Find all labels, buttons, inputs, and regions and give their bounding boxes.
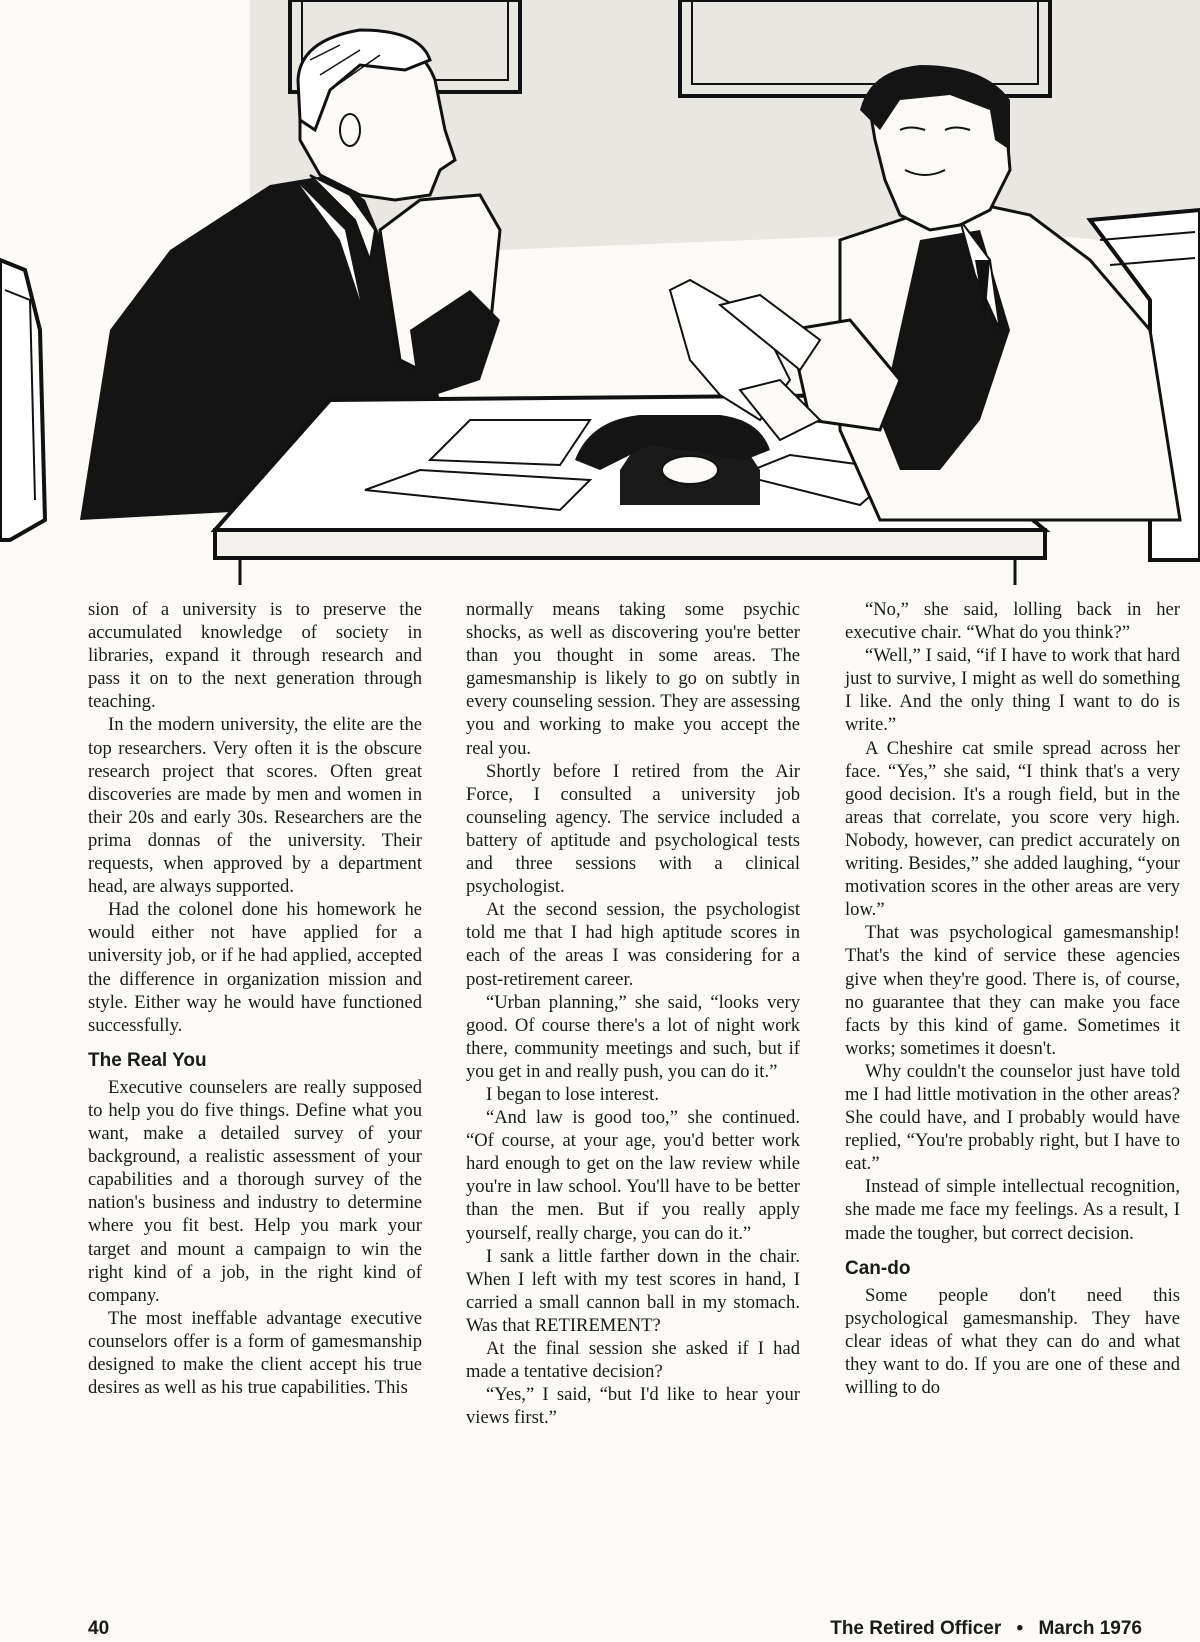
paragraph: I began to lose interest. <box>486 1083 659 1105</box>
publication-name: The Retired Officer <box>830 1618 1002 1639</box>
publication-info <box>830 1618 1142 1640</box>
section-heading: The Real You <box>88 1049 207 1071</box>
column-3 <box>845 598 1180 1399</box>
column-1 <box>88 598 422 1399</box>
paragraph: At the final session she asked if I had made a tentative decision? <box>466 1338 800 1383</box>
paragraph: “No,” she said, lolling back in her executive chair. “What do you think?” <box>845 599 1180 644</box>
paragraph: “Well,” I said, “if I have to work that hard just to survive, I might as well do something I like. And the only thing I want to do is write.” <box>845 645 1180 736</box>
issue-date: March 1976 <box>1038 1618 1142 1639</box>
paragraph: Shortly before I retired from the Air Force, I consulted a university job counseling agency. The service included a battery of aptitude and psychological tests and three sessions with a clinical psychologist. <box>466 760 800 898</box>
paragraph: In the modern university, the elite are the top researchers. Very often it is the obscure research project that scores. Often great discoveries are made by men and women in their 20s and early 30s. Researchers are the prima donnas of the university. Their requests, when approved by a department head, are always supported. <box>88 714 422 898</box>
counseling-illustration <box>0 0 1200 600</box>
column-2 <box>466 598 800 1429</box>
paragraph: Why couldn't the counselor just have told me I had little motivation in the other areas? She could have, and I probably would have replied, “You're probably right, but I have to eat.” <box>845 1060 1180 1175</box>
paragraph: “Yes,” I said, “but I'd like to hear your views first.” <box>466 1384 800 1429</box>
paragraph: That was psychological gamesmanship! That's the kind of service these agencies give when they're good. There is, of course, no guarantee that they can make you face facts by this kind of game. Sometimes it works; sometimes it doesn't. <box>845 922 1180 1059</box>
paragraph: Had the colonel done his homework he would either not have applied for a university job, or if he had applied, accepted the difference in organization mission and style. Either way he would have functioned successfully. <box>88 899 422 1036</box>
paragraph: Some people don't need this psychological gamesmanship. They have clear ideas of what they can do and what they want to do. If you are one of these and willing to do <box>845 1284 1180 1399</box>
paragraph: The most ineffable advantage executive counselors offer is a form of gamesmanship designed to make the client accept his true desires as well as his true capabilities. This <box>88 1307 422 1399</box>
paragraph: I sank a little farther down in the chair. When I left with my test scores in hand, I carried a small cannon ball in my stomach. Was that RETIREMENT? <box>466 1245 800 1336</box>
paragraph: normally means taking some psychic shocks, as well as discovering you're better than you thought in some areas. The gamesmanship is likely to go on subtly in every counseling session. They are assessing you and working to make you accept the real you. <box>466 599 800 759</box>
paragraph: “And law is good too,” she continued. “Of course, at your age, you'd better work hard enough to get on the law review while you're in law school. You'll have to be better than the men. But if you really apply yourself, really charge, you can do it.” <box>466 1107 800 1244</box>
page-footer <box>0 1618 1200 1642</box>
section-heading: Can-do <box>845 1257 911 1279</box>
page-number: 40 <box>88 1618 110 1639</box>
paragraph: Executive counselers are really supposed to help you do five things. Define what you want, make a detailed survey of your background, a realistic assessment of your capabilities and a thorough survey of the nation's business and industry to determine where you fit best. Help you mark your target and mount a campaign to win the right kind of a job, in the right kind of company. <box>88 1076 422 1306</box>
paragraph: sion of a university is to preserve the accumulated knowledge of society in libraries, expand it through research and pass it on to the next generation through teaching. <box>88 599 422 713</box>
paragraph: A Cheshire cat smile spread across her face. “Yes,” she said, “I think that's a very good decision. It's a rough field, but in the areas that correlate, you score very high. Nobody, however, can predict accurately on writing. Besides,” she added laughing, “your motivation scores in the other areas are very low.” <box>845 737 1180 921</box>
separator-dot: • <box>1016 1618 1024 1639</box>
paragraph: Instead of simple intellectual recognition, she made me face my feelings. As a result, I made the tougher, but correct decision. <box>845 1176 1180 1244</box>
paragraph: “Urban planning,” she said, “looks very good. Of course there's a lot of night work there, community meetings and such, but if you get in and really push, you can do it.” <box>466 991 800 1082</box>
paragraph: At the second session, the psychologist told me that I had high aptitude scores in each of the areas I was considering for a post-retirement career. <box>466 899 800 990</box>
